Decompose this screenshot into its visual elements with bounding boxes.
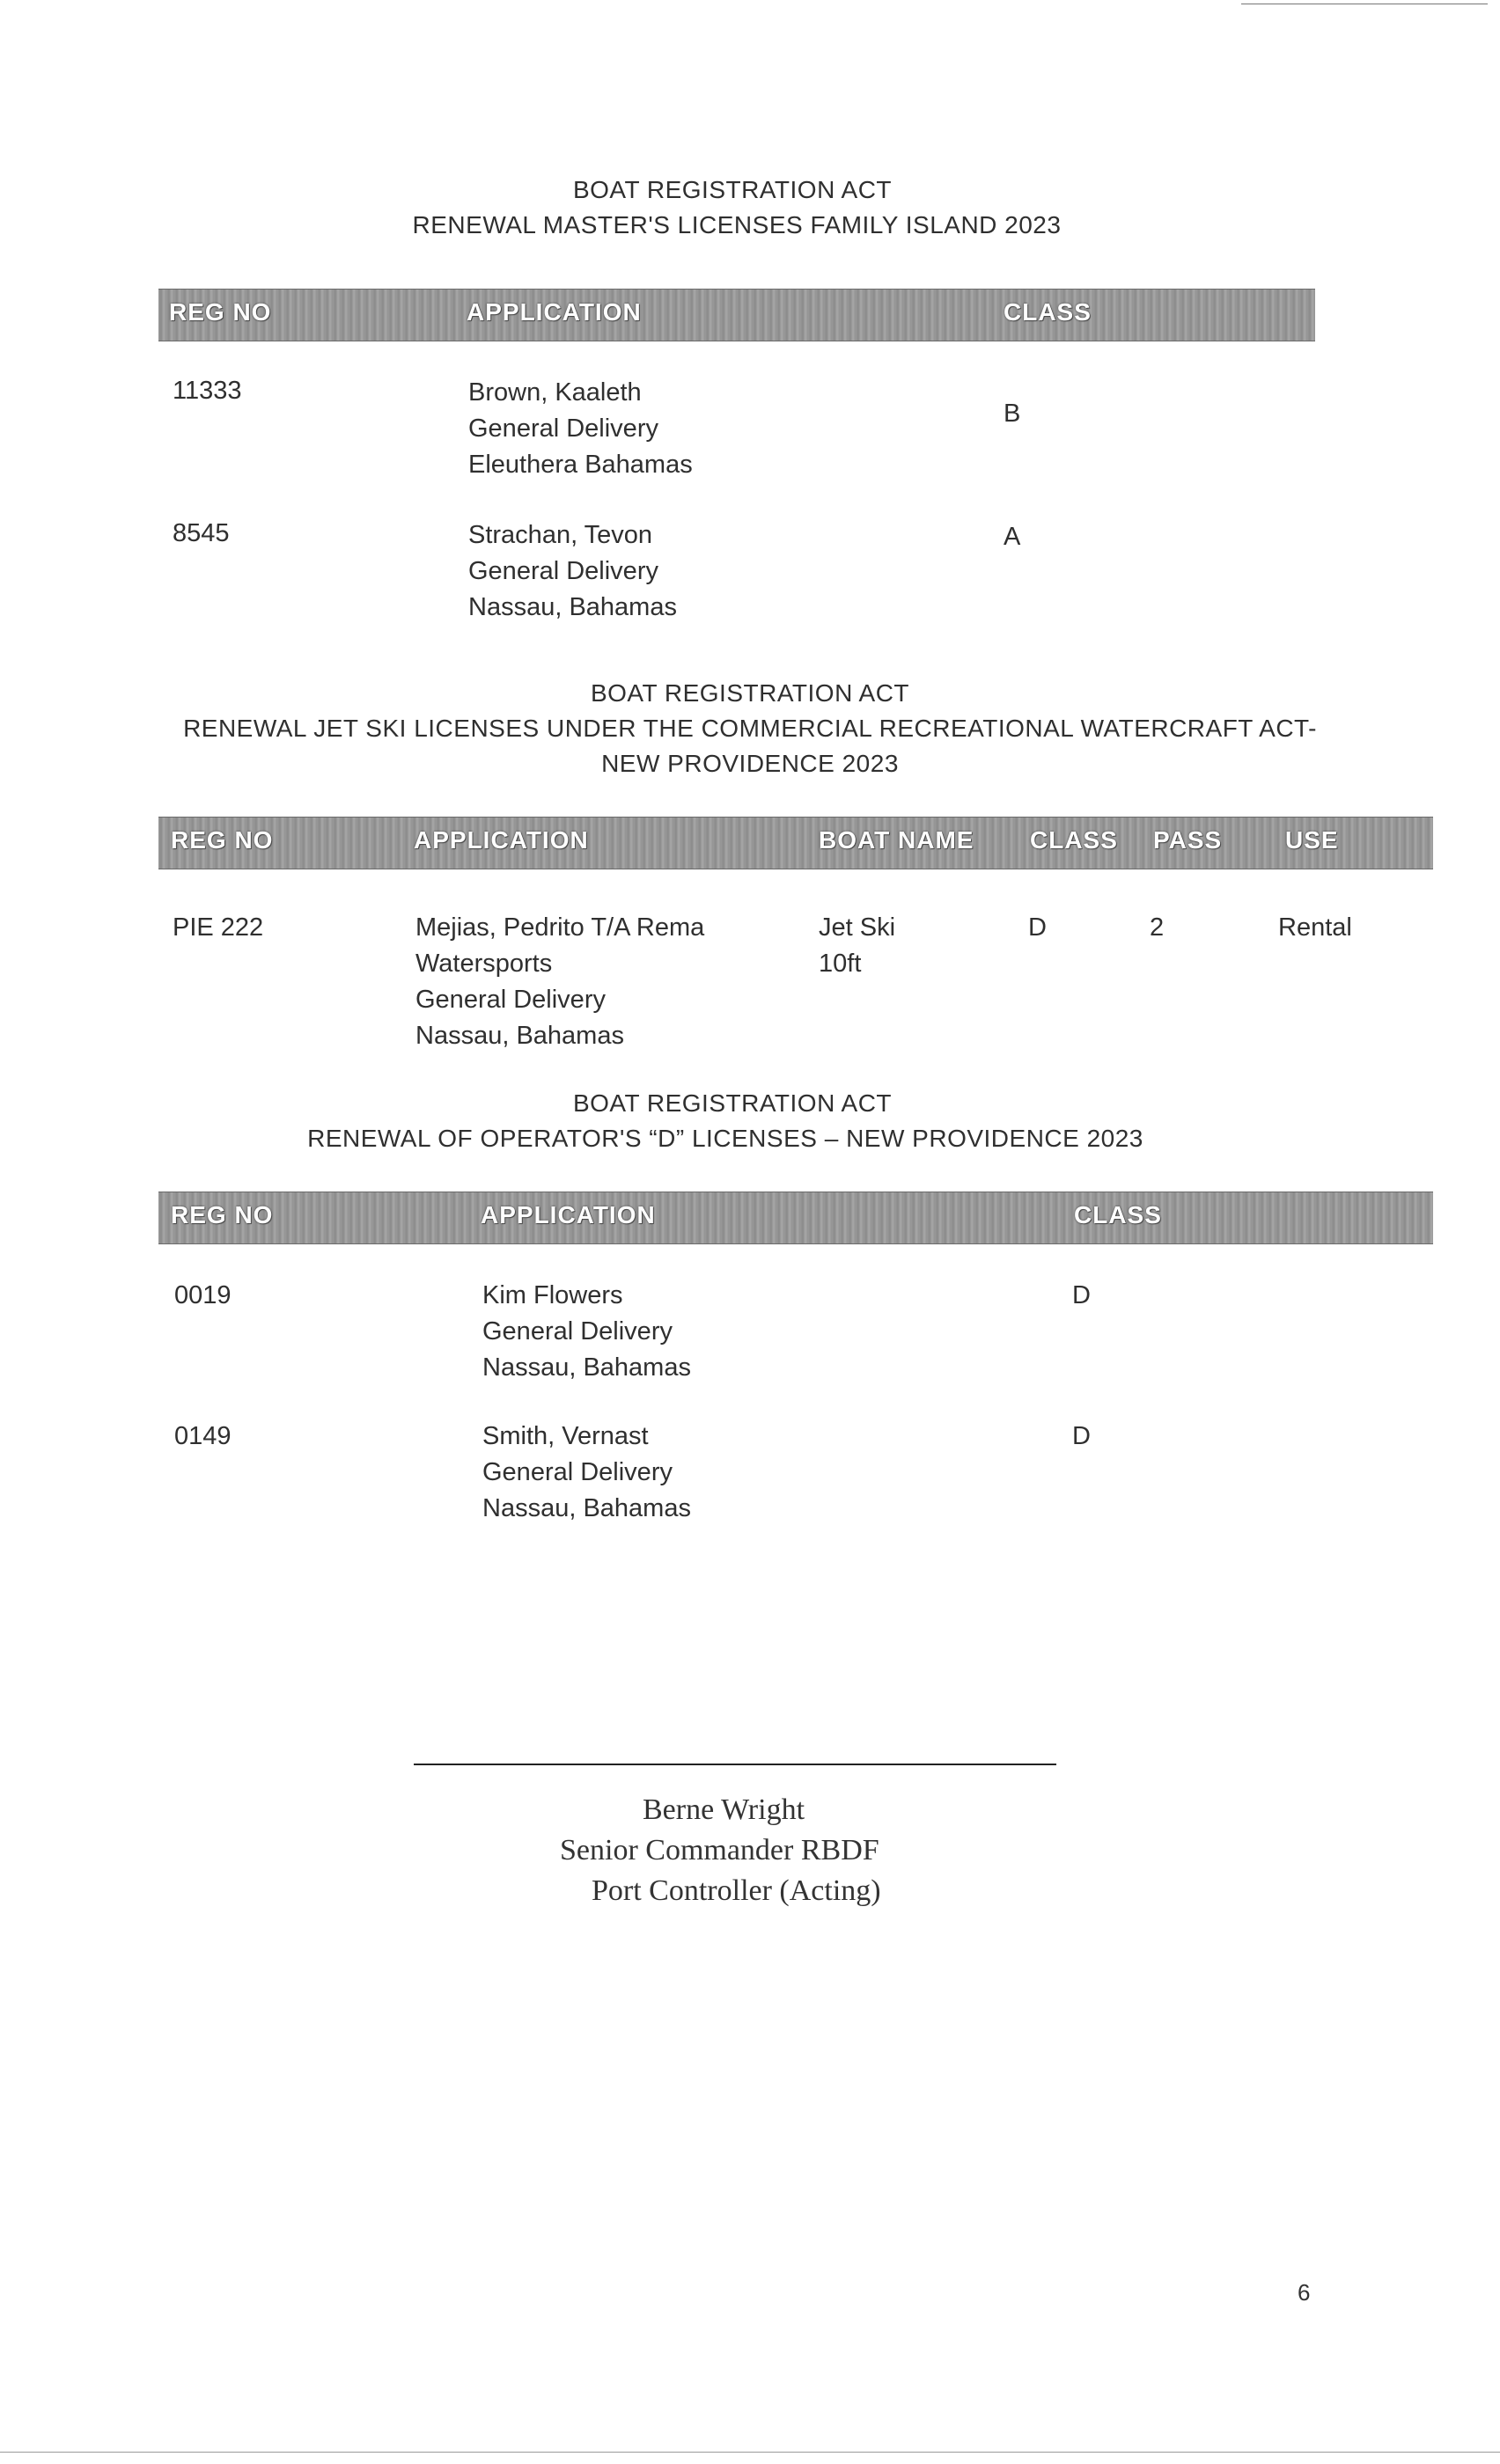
applicant-address-line2: Nassau, Bahamas: [482, 1353, 691, 1382]
reg-no: 8545: [173, 519, 230, 547]
applicant-line1: Mejias, Pedrito T/A Rema: [415, 913, 705, 942]
header-application: APPLICATION: [481, 1201, 656, 1228]
applicant-line2: Watersports: [415, 950, 553, 978]
applicant-address-line2: Eleuthera Bahamas: [468, 451, 693, 479]
section3-title-line2: RENEWAL OF OPERATOR'S “D” LICENSES – NEW PROVIDENCE 2023: [307, 1125, 1143, 1152]
header-boat-name: BOAT NAME: [819, 826, 974, 854]
use: Rental: [1278, 913, 1352, 942]
header-reg-no: REG NO: [169, 298, 272, 326]
applicant-address-line1: General Delivery: [468, 414, 658, 443]
applicant-line4: Nassau, Bahamas: [415, 1022, 624, 1050]
applicant-address-line2: Nassau, Bahamas: [482, 1494, 691, 1522]
header-pass: PASS: [1153, 826, 1223, 854]
license-class: D: [1072, 1422, 1091, 1450]
section2-title-line1: BOAT REGISTRATION ACT: [590, 679, 910, 707]
reg-no: 0149: [174, 1422, 232, 1450]
license-class: A: [1004, 523, 1021, 551]
license-class: B: [1004, 400, 1021, 428]
boat-name-line2: 10ft: [819, 950, 862, 978]
signatory-role: Port Controller (Acting): [592, 1874, 881, 1907]
reg-no: 11333: [173, 377, 242, 405]
section1-title-line1: BOAT REGISTRATION ACT: [572, 176, 893, 203]
applicant-name: Kim Flowers: [482, 1281, 623, 1309]
reg-no: 0019: [174, 1281, 232, 1309]
applicant-address-line1: General Delivery: [468, 557, 658, 585]
applicant-address-line1: General Delivery: [482, 1458, 673, 1486]
passengers: 2: [1150, 913, 1165, 942]
header-class: CLASS: [1004, 298, 1092, 326]
page-number: 6: [1298, 2279, 1311, 2306]
header-class: CLASS: [1074, 1201, 1162, 1228]
section1-header-bar: [158, 289, 1315, 341]
header-application: APPLICATION: [414, 826, 589, 854]
applicant-line3: General Delivery: [415, 986, 606, 1014]
section1-title-line2: RENEWAL MASTER'S LICENSES FAMILY ISLAND 2023: [412, 211, 1062, 238]
signatory-title: Senior Commander RBDF: [560, 1834, 879, 1866]
scan-edge-bottom: [0, 2452, 1500, 2453]
section3-header-bar: [158, 1192, 1433, 1244]
applicant-address-line1: General Delivery: [482, 1317, 673, 1346]
applicant-address-line2: Nassau, Bahamas: [468, 593, 677, 621]
applicant-name: Smith, Vernast: [482, 1422, 649, 1450]
boat-name-line1: Jet Ski: [819, 913, 896, 942]
header-class: CLASS: [1030, 826, 1118, 854]
license-class: D: [1072, 1281, 1091, 1309]
signatory-name: Berne Wright: [643, 1793, 805, 1826]
section3-title-line1: BOAT REGISTRATION ACT: [572, 1089, 893, 1117]
signature-line: [414, 1764, 1056, 1765]
applicant-name: Strachan, Tevon: [468, 521, 653, 549]
applicant-name: Brown, Kaaleth: [468, 378, 642, 407]
header-application: APPLICATION: [467, 298, 642, 326]
header-reg-no: REG NO: [171, 1201, 274, 1228]
reg-no: PIE 222: [173, 913, 264, 942]
header-use: USE: [1285, 826, 1339, 854]
license-class: D: [1028, 913, 1047, 942]
section2-title-line3: NEW PROVIDENCE 2023: [601, 750, 899, 777]
section2-title-line2: RENEWAL JET SKI LICENSES UNDER THE COMMERCIAL RECREATIONAL WATERCRAFT ACT-: [183, 715, 1317, 742]
section2-header-bar: [158, 817, 1433, 869]
header-reg-no: REG NO: [171, 826, 274, 854]
